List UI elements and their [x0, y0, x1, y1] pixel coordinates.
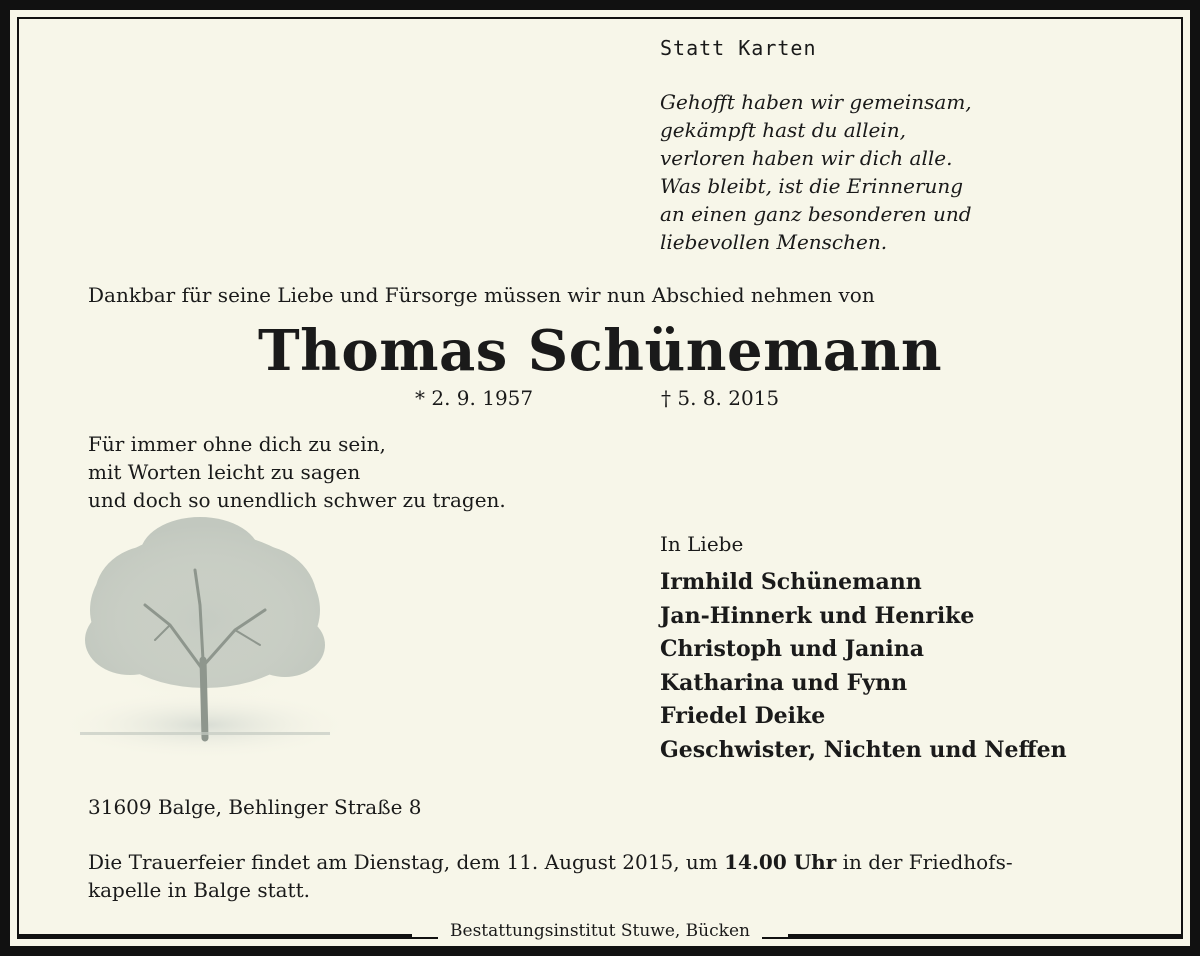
- footer: [0, 921, 1200, 941]
- funeral-line-2: kapelle in Balge statt.: [88, 878, 310, 902]
- mourners-list: [660, 566, 1067, 768]
- poem-line: Gehofft haben wir gemeinsam,: [660, 90, 972, 114]
- in-liebe-label: In Liebe: [660, 532, 744, 556]
- funeral-home: Bestattungsinstitut Stuwe, Bücken: [438, 921, 762, 941]
- death-date: † 5. 8. 2015: [661, 386, 780, 410]
- poem-line: mit Worten leicht zu sagen: [88, 460, 361, 484]
- poem-line: und doch so unendlich schwer zu tragen.: [88, 488, 506, 512]
- tree-image: [60, 510, 350, 780]
- bottom-poem: [88, 430, 506, 514]
- birth-date: * 2. 9. 1957: [415, 386, 534, 410]
- funeral-time: 14.00 Uhr: [724, 850, 837, 874]
- mourner-name: Christoph und Janina: [660, 636, 925, 663]
- mourner-name: Geschwister, Nichten und Neffen: [660, 736, 1067, 763]
- poem-line: gekämpft hast du allein,: [660, 118, 906, 142]
- funeral-text-pre: Die Trauerfeier findet am Dienstag, dem 11. August 2015, um: [88, 850, 725, 874]
- funeral-line-1: [88, 848, 1013, 876]
- statt-karten-label: Statt Karten: [660, 36, 817, 60]
- mourner-name: Katharina und Fynn: [660, 669, 908, 696]
- poem-line: verloren haben wir dich alle.: [660, 146, 953, 170]
- funeral-text-post: in der Friedhofs-: [836, 850, 1013, 874]
- address: 31609 Balge, Behlinger Straße 8: [88, 795, 422, 819]
- deceased-name: Thomas Schünemann: [257, 318, 943, 384]
- poem-line: liebevollen Menschen.: [660, 230, 888, 254]
- poem-line: Für immer ohne dich zu sein,: [88, 432, 386, 456]
- top-poem: [660, 88, 972, 256]
- poem-line: Was bleibt, ist die Erinnerung: [660, 174, 964, 198]
- mourner-name: Friedel Deike: [660, 703, 826, 730]
- poem-line: an einen ganz besonderen und: [660, 202, 972, 226]
- intro-text: Dankbar für seine Liebe und Fürsorge müssen wir nun Abschied nehmen von: [88, 283, 875, 307]
- mourner-name: Jan-Hinnerk und Henrike: [660, 602, 975, 629]
- mourner-name: Irmhild Schünemann: [660, 569, 922, 595]
- funeral-notice: [88, 848, 1013, 904]
